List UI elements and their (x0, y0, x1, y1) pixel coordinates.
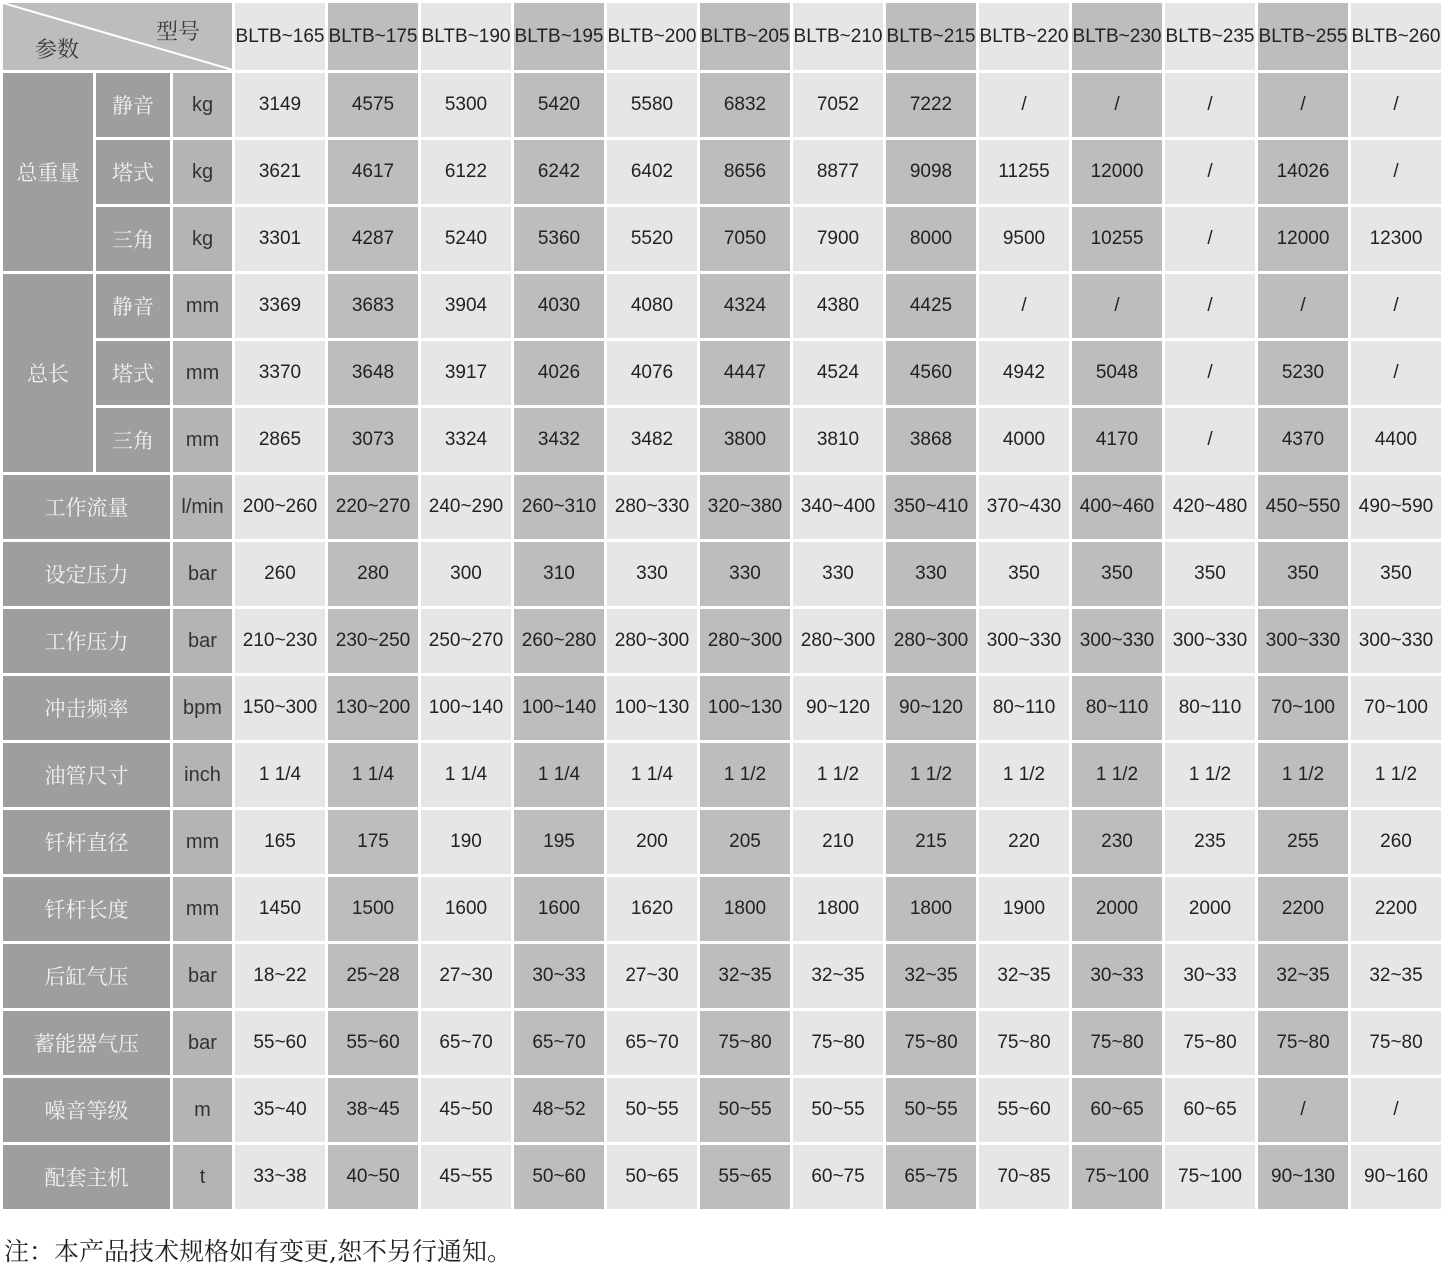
value-cell: 230~250 (328, 609, 418, 673)
parameter-label: 设定压力 (3, 542, 170, 606)
value-cell: 7050 (700, 207, 790, 271)
value-cell: / (1351, 73, 1441, 137)
value-cell: 4324 (700, 274, 790, 338)
value-cell: 65~75 (886, 1145, 976, 1209)
value-cell: 11255 (979, 140, 1069, 204)
value-cell: 30~33 (514, 944, 604, 1008)
model-header: BLTB~200 (607, 3, 697, 70)
value-cell: 8656 (700, 140, 790, 204)
value-cell: 1 1/2 (979, 743, 1069, 807)
value-cell: 32~35 (886, 944, 976, 1008)
model-header: BLTB~230 (1072, 3, 1162, 70)
value-cell: 2200 (1351, 877, 1441, 941)
value-cell: 1800 (700, 877, 790, 941)
value-cell: 2000 (1165, 877, 1255, 941)
value-cell: 12000 (1072, 140, 1162, 204)
value-cell: 3904 (421, 274, 511, 338)
value-cell: 90~160 (1351, 1145, 1441, 1209)
value-cell: / (1258, 1078, 1348, 1142)
value-cell: 70~100 (1351, 676, 1441, 740)
parameter-label: 后缸气压 (3, 944, 170, 1008)
value-cell: 3324 (421, 408, 511, 472)
value-cell: 100~140 (514, 676, 604, 740)
value-cell: 5230 (1258, 341, 1348, 405)
table-row (3, 73, 1441, 137)
sub-parameter-label: 塔式 (96, 140, 170, 204)
value-cell: / (1351, 1078, 1441, 1142)
value-cell: 75~100 (1072, 1145, 1162, 1209)
value-cell: 3648 (328, 341, 418, 405)
value-cell: 175 (328, 810, 418, 874)
value-cell: 4000 (979, 408, 1069, 472)
value-cell: 100~140 (421, 676, 511, 740)
value-cell: / (1072, 73, 1162, 137)
table-row (3, 207, 1441, 271)
value-cell: 100~130 (607, 676, 697, 740)
value-cell: 1 1/4 (235, 743, 325, 807)
value-cell: 4287 (328, 207, 418, 271)
table-row (3, 341, 1441, 405)
value-cell: 3621 (235, 140, 325, 204)
value-cell: 65~70 (514, 1011, 604, 1075)
table-row (3, 676, 1441, 740)
value-cell: 5420 (514, 73, 604, 137)
value-cell: 215 (886, 810, 976, 874)
value-cell: / (1258, 73, 1348, 137)
model-header: BLTB~215 (886, 3, 976, 70)
value-cell: 350 (979, 542, 1069, 606)
unit-label: kg (173, 207, 232, 271)
model-header: BLTB~190 (421, 3, 511, 70)
value-cell: 70~85 (979, 1145, 1069, 1209)
value-cell: 420~480 (1165, 475, 1255, 539)
value-cell: 300 (421, 542, 511, 606)
table-row (3, 475, 1441, 539)
value-cell: 235 (1165, 810, 1255, 874)
parameter-label: 冲击频率 (3, 676, 170, 740)
value-cell: 260 (1351, 810, 1441, 874)
value-cell: 90~120 (886, 676, 976, 740)
value-cell: 7900 (793, 207, 883, 271)
value-cell: 330 (886, 542, 976, 606)
value-cell: 90~120 (793, 676, 883, 740)
value-cell: 3482 (607, 408, 697, 472)
value-cell: / (1072, 274, 1162, 338)
value-cell: 330 (607, 542, 697, 606)
value-cell: 60~75 (793, 1145, 883, 1209)
value-cell: / (1351, 341, 1441, 405)
value-cell: 1 1/2 (793, 743, 883, 807)
value-cell: 210~230 (235, 609, 325, 673)
value-cell: / (1351, 140, 1441, 204)
value-cell: 75~80 (1072, 1011, 1162, 1075)
value-cell: 8877 (793, 140, 883, 204)
value-cell: 8000 (886, 207, 976, 271)
value-cell: 38~45 (328, 1078, 418, 1142)
value-cell: / (979, 73, 1069, 137)
value-cell: 80~110 (1072, 676, 1162, 740)
value-cell: 490~590 (1351, 475, 1441, 539)
table-row (3, 877, 1441, 941)
unit-label: kg (173, 73, 232, 137)
value-cell: 100~130 (700, 676, 790, 740)
parameter-label: 工作流量 (3, 475, 170, 539)
value-cell: 330 (793, 542, 883, 606)
value-cell: 32~35 (1258, 944, 1348, 1008)
value-cell: 80~110 (979, 676, 1069, 740)
value-cell: 45~50 (421, 1078, 511, 1142)
value-cell: / (1165, 73, 1255, 137)
value-cell: / (1258, 274, 1348, 338)
unit-label: bar (173, 542, 232, 606)
unit-label: m (173, 1078, 232, 1142)
value-cell: 90~130 (1258, 1145, 1348, 1209)
parameter-label: 钎杆直径 (3, 810, 170, 874)
value-cell: 1900 (979, 877, 1069, 941)
model-header: BLTB~175 (328, 3, 418, 70)
value-cell: 230 (1072, 810, 1162, 874)
footnote: 注：本产品技术规格如有变更,恕不另行通知。 (4, 1237, 512, 1266)
value-cell: 210 (793, 810, 883, 874)
value-cell: 350 (1258, 542, 1348, 606)
value-cell: 75~80 (979, 1011, 1069, 1075)
table-row (3, 1145, 1441, 1209)
model-header: BLTB~220 (979, 3, 1069, 70)
value-cell: 280~300 (886, 609, 976, 673)
value-cell: 4524 (793, 341, 883, 405)
value-cell: 55~60 (979, 1078, 1069, 1142)
value-cell: 80~110 (1165, 676, 1255, 740)
sub-parameter-label: 三角 (96, 408, 170, 472)
value-cell: 280~300 (793, 609, 883, 673)
parameter-label: 钎杆长度 (3, 877, 170, 941)
model-header: BLTB~210 (793, 3, 883, 70)
value-cell: 7222 (886, 73, 976, 137)
value-cell: 4942 (979, 341, 1069, 405)
value-cell: 3301 (235, 207, 325, 271)
value-cell: 150~300 (235, 676, 325, 740)
value-cell: 6122 (421, 140, 511, 204)
value-cell: 50~60 (514, 1145, 604, 1209)
value-cell: 9098 (886, 140, 976, 204)
sub-parameter-label: 静音 (96, 274, 170, 338)
value-cell: 75~80 (886, 1011, 976, 1075)
value-cell: 4380 (793, 274, 883, 338)
value-cell: 5240 (421, 207, 511, 271)
table-row (3, 810, 1441, 874)
value-cell: 2000 (1072, 877, 1162, 941)
group-label: 总重量 (3, 73, 93, 271)
value-cell: 65~70 (607, 1011, 697, 1075)
value-cell: 3800 (700, 408, 790, 472)
value-cell: 280~300 (700, 609, 790, 673)
value-cell: 350 (1165, 542, 1255, 606)
value-cell: 350 (1072, 542, 1162, 606)
value-cell: 33~38 (235, 1145, 325, 1209)
table-row (3, 743, 1441, 807)
unit-label: mm (173, 341, 232, 405)
value-cell: 25~28 (328, 944, 418, 1008)
value-cell: 50~55 (700, 1078, 790, 1142)
value-cell: 4030 (514, 274, 604, 338)
value-cell: 14026 (1258, 140, 1348, 204)
value-cell: 195 (514, 810, 604, 874)
sub-parameter-label: 塔式 (96, 341, 170, 405)
model-header: BLTB~235 (1165, 3, 1255, 70)
value-cell: 35~40 (235, 1078, 325, 1142)
value-cell: 4425 (886, 274, 976, 338)
value-cell: 3917 (421, 341, 511, 405)
value-cell: 4170 (1072, 408, 1162, 472)
value-cell: 55~60 (235, 1011, 325, 1075)
value-cell: 55~60 (328, 1011, 418, 1075)
table-row (3, 944, 1441, 1008)
value-cell: 18~22 (235, 944, 325, 1008)
value-cell: 320~380 (700, 475, 790, 539)
value-cell: 220 (979, 810, 1069, 874)
value-cell: 300~330 (1165, 609, 1255, 673)
sub-parameter-label: 静音 (96, 73, 170, 137)
value-cell: 1 1/4 (328, 743, 418, 807)
table-row (3, 274, 1441, 338)
value-cell: 165 (235, 810, 325, 874)
value-cell: 1600 (514, 877, 604, 941)
value-cell: 10255 (1072, 207, 1162, 271)
value-cell: 260~280 (514, 609, 604, 673)
value-cell: 2200 (1258, 877, 1348, 941)
spec-body (3, 73, 1441, 1209)
corner-cell (3, 3, 232, 70)
unit-label: bar (173, 609, 232, 673)
value-cell: 350 (1351, 542, 1441, 606)
value-cell: / (1165, 408, 1255, 472)
model-header: BLTB~165 (235, 3, 325, 70)
value-cell: 75~80 (1351, 1011, 1441, 1075)
value-cell: 1 1/2 (1072, 743, 1162, 807)
value-cell: 60~65 (1072, 1078, 1162, 1142)
header-row (3, 3, 1441, 70)
unit-label: mm (173, 877, 232, 941)
value-cell: 330 (700, 542, 790, 606)
value-cell: 340~400 (793, 475, 883, 539)
value-cell: 32~35 (1351, 944, 1441, 1008)
value-cell: / (1165, 140, 1255, 204)
value-cell: 6242 (514, 140, 604, 204)
unit-label: mm (173, 408, 232, 472)
value-cell: 1 1/2 (1258, 743, 1348, 807)
value-cell: 130~200 (328, 676, 418, 740)
value-cell: 4560 (886, 341, 976, 405)
value-cell: 45~55 (421, 1145, 511, 1209)
value-cell: 250~270 (421, 609, 511, 673)
value-cell: 1 1/2 (1351, 743, 1441, 807)
unit-label: bar (173, 1011, 232, 1075)
value-cell: 9500 (979, 207, 1069, 271)
value-cell: 3810 (793, 408, 883, 472)
value-cell: 4400 (1351, 408, 1441, 472)
unit-label: t (173, 1145, 232, 1209)
value-cell: 5520 (607, 207, 697, 271)
value-cell: / (1165, 207, 1255, 271)
value-cell: 300~330 (1258, 609, 1348, 673)
value-cell: 27~30 (421, 944, 511, 1008)
value-cell: 1 1/2 (700, 743, 790, 807)
value-cell: 2865 (235, 408, 325, 472)
parameter-axis-label: 参数 (35, 37, 80, 62)
value-cell: 75~80 (793, 1011, 883, 1075)
value-cell: 75~100 (1165, 1145, 1255, 1209)
unit-label: bpm (173, 676, 232, 740)
value-cell: 310 (514, 542, 604, 606)
table-row (3, 542, 1441, 606)
value-cell: 205 (700, 810, 790, 874)
value-cell: 255 (1258, 810, 1348, 874)
table-row (3, 140, 1441, 204)
value-cell: 6402 (607, 140, 697, 204)
value-cell: 200~260 (235, 475, 325, 539)
value-cell: 5580 (607, 73, 697, 137)
value-cell: 4076 (607, 341, 697, 405)
value-cell: 60~65 (1165, 1078, 1255, 1142)
value-cell: 50~55 (607, 1078, 697, 1142)
value-cell: 3683 (328, 274, 418, 338)
value-cell: 300~330 (979, 609, 1069, 673)
table-row (3, 1011, 1441, 1075)
parameter-label: 蓄能器气压 (3, 1011, 170, 1075)
value-cell: 32~35 (700, 944, 790, 1008)
value-cell: 260 (235, 542, 325, 606)
value-cell: 50~65 (607, 1145, 697, 1209)
value-cell: 220~270 (328, 475, 418, 539)
value-cell: / (979, 274, 1069, 338)
unit-label: l/min (173, 475, 232, 539)
value-cell: / (1351, 274, 1441, 338)
value-cell: 4447 (700, 341, 790, 405)
value-cell: 6832 (700, 73, 790, 137)
value-cell: 3149 (235, 73, 325, 137)
value-cell: 30~33 (1072, 944, 1162, 1008)
value-cell: 4026 (514, 341, 604, 405)
group-label: 总长 (3, 274, 93, 472)
value-cell: 55~65 (700, 1145, 790, 1209)
value-cell: 48~52 (514, 1078, 604, 1142)
value-cell: 4575 (328, 73, 418, 137)
value-cell: 5300 (421, 73, 511, 137)
value-cell: 50~55 (793, 1078, 883, 1142)
value-cell: 32~35 (793, 944, 883, 1008)
value-cell: 1 1/2 (886, 743, 976, 807)
value-cell: 1450 (235, 877, 325, 941)
value-cell: 1800 (886, 877, 976, 941)
value-cell: 40~50 (328, 1145, 418, 1209)
value-cell: 260~310 (514, 475, 604, 539)
value-cell: 3073 (328, 408, 418, 472)
value-cell: / (1165, 341, 1255, 405)
value-cell: 1500 (328, 877, 418, 941)
value-cell: 1600 (421, 877, 511, 941)
value-cell: 30~33 (1165, 944, 1255, 1008)
parameter-label: 噪音等级 (3, 1078, 170, 1142)
value-cell: 3432 (514, 408, 604, 472)
value-cell: 3868 (886, 408, 976, 472)
value-cell: 5048 (1072, 341, 1162, 405)
parameter-label: 配套主机 (3, 1145, 170, 1209)
value-cell: 4080 (607, 274, 697, 338)
value-cell: 280 (328, 542, 418, 606)
value-cell: 75~80 (700, 1011, 790, 1075)
value-cell: 7052 (793, 73, 883, 137)
unit-label: inch (173, 743, 232, 807)
value-cell: 12000 (1258, 207, 1348, 271)
model-axis-label: 型号 (155, 19, 200, 44)
value-cell: 12300 (1351, 207, 1441, 271)
value-cell: 3369 (235, 274, 325, 338)
unit-label: kg (173, 140, 232, 204)
value-cell: 300~330 (1351, 609, 1441, 673)
value-cell: 1 1/4 (607, 743, 697, 807)
value-cell: 50~55 (886, 1078, 976, 1142)
value-cell: 27~30 (607, 944, 697, 1008)
model-header: BLTB~260 (1351, 3, 1441, 70)
value-cell: 32~35 (979, 944, 1069, 1008)
value-cell: 1 1/4 (514, 743, 604, 807)
model-header: BLTB~255 (1258, 3, 1348, 70)
table-row (3, 1078, 1441, 1142)
value-cell: 75~80 (1258, 1011, 1348, 1075)
value-cell: 350~410 (886, 475, 976, 539)
unit-label: mm (173, 274, 232, 338)
unit-label: mm (173, 810, 232, 874)
unit-label: bar (173, 944, 232, 1008)
value-cell: 1 1/2 (1165, 743, 1255, 807)
value-cell: 1800 (793, 877, 883, 941)
value-cell: 450~550 (1258, 475, 1348, 539)
value-cell: 65~70 (421, 1011, 511, 1075)
table-row (3, 609, 1441, 673)
value-cell: 300~330 (1072, 609, 1162, 673)
value-cell: 200 (607, 810, 697, 874)
value-cell: 1620 (607, 877, 697, 941)
value-cell: 5360 (514, 207, 604, 271)
value-cell: 75~80 (1165, 1011, 1255, 1075)
value-cell: 4370 (1258, 408, 1348, 472)
parameter-label: 油管尺寸 (3, 743, 170, 807)
value-cell: 3370 (235, 341, 325, 405)
value-cell: 370~430 (979, 475, 1069, 539)
model-header: BLTB~195 (514, 3, 604, 70)
value-cell: / (1165, 274, 1255, 338)
sub-parameter-label: 三角 (96, 207, 170, 271)
value-cell: 190 (421, 810, 511, 874)
parameter-label: 工作压力 (3, 609, 170, 673)
value-cell: 4617 (328, 140, 418, 204)
value-cell: 400~460 (1072, 475, 1162, 539)
table-row (3, 408, 1441, 472)
value-cell: 240~290 (421, 475, 511, 539)
value-cell: 1 1/4 (421, 743, 511, 807)
value-cell: 70~100 (1258, 676, 1348, 740)
value-cell: 280~330 (607, 475, 697, 539)
value-cell: 280~300 (607, 609, 697, 673)
model-header: BLTB~205 (700, 3, 790, 70)
